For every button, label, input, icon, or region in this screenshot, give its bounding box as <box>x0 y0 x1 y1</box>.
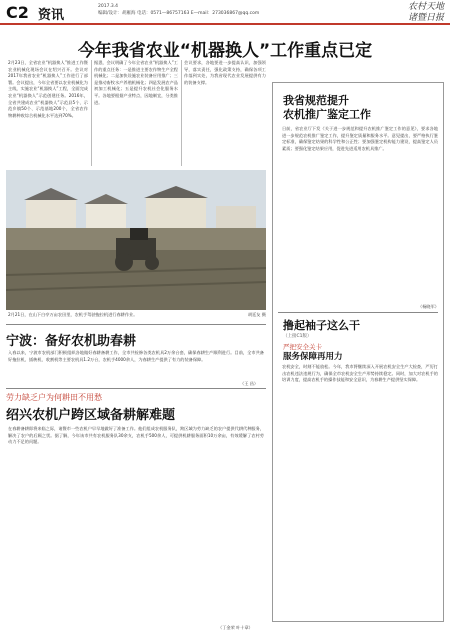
zhuji-headline: 绍兴农机户跨区域备耕解难题 <box>6 408 176 423</box>
section-name: 资讯 <box>38 8 65 23</box>
photo-illustration <box>6 170 266 310</box>
section-divider <box>6 388 266 389</box>
paper-name-line2: 诸暨日报 <box>407 13 444 23</box>
sidebar-story2-title: 撸起袖子这么干 <box>283 319 360 332</box>
sidebar-story2-deck: 服务保障再用力 <box>283 352 343 362</box>
column-rule <box>181 60 182 166</box>
ningbo-body: 入春以来，宁波市农机部门积极组织各地做好春耕备耕工作，全市共检修各类农机具2万余台套，确保春耕生产顺利进行。目前，全市共备好拖拉机、插秧机、收割机等主要农机具1.2万台，农机手4000余人，为春耕生产提供了有力的装备保障。 <box>8 350 264 362</box>
masthead-rule <box>0 23 450 25</box>
masthead <box>0 0 450 24</box>
photo-caption: 2月21日，在山下白亭万亩农田里，农机手驾驶拖拉机进行春耕作业。 <box>8 312 138 317</box>
zhuji-byline: （丁金荣 叶十章） <box>218 625 253 630</box>
lead-column-3: 会议要求，各地要进一步提高认识，加强领导，落实责任，强化政策支持，确保各项工作落到实处，为我省现代农业发展提供有力的装备支撑。 <box>184 60 266 85</box>
sidebar-body: 日前，省农业厅下发《关于进一步规范和提升农机推广鉴定工作的意见》，要求各地进一步规范农机推广鉴定工作，提升鉴定质量和服务水平。意见提出，要严格执行鉴定标准，确保鉴定结果的科学性和公正性；要加强鉴定机构能力建设，提高鉴定人员素质；要强化鉴定结果应用，促进先进适用农机具推广。 <box>282 126 438 151</box>
ningbo-byline: （王 昌） <box>240 381 259 386</box>
sidebar-story2-kicker: 严把安全关卡 <box>283 343 322 351</box>
ningbo-headline: 宁波：备好农机助春耕 <box>6 334 137 349</box>
photo-credit: 胡廷友 摄 <box>247 312 266 317</box>
page-code: C2 <box>6 3 29 22</box>
sidebar-story2-continuation: （上接C1版） <box>283 334 312 339</box>
section-divider <box>6 324 266 325</box>
sidebar-title <box>283 94 371 122</box>
paper-name-line1: 农村天地 <box>407 2 444 12</box>
editor-contact: 编辑/设计：胡雁海 电话：0571—86757163 E—mail：273036867@qq.com <box>98 11 260 16</box>
sidebar-title-line2: 农机推广鉴定工作 <box>283 108 371 121</box>
zhuji-body: 在春耕备耕即将来临之际，诸暨市一些农机户早早地做好了准备工作。他们组成农机服务队，跨区域为劳力缺乏的农户提供代耕代种服务，解决了农户的后顾之忧。据了解，今年该市共有农机服务队30余支，农机手500余人，可提供机耕服务面积10万余亩，有效缓解了农村劳动力不足的问题。 <box>8 426 264 445</box>
masthead-meta <box>98 3 259 17</box>
issue-date: 2017.3.4 <box>98 4 119 9</box>
zhuji-kicker: 劳力缺乏户为何耕田不用愁 <box>6 393 102 402</box>
sidebar-story2-body: 农机安全，时刻不能放松。今年，我市将继续深入开展农机安全生产大检查，严厉打击农机违法违规行为，确保全市农机安全生产形势持续稳定。同时，加大对农机手的培训力度，提高农机手的操作技能和安全意识，为春耕生产提供坚实保障。 <box>282 364 438 383</box>
paper-name <box>408 2 444 24</box>
sidebar-divider <box>278 312 438 313</box>
lead-column-1: 2月23日，全省农业“机器换人”推进工作暨农业机械化现场会议在绍兴召开。会议对2017年我省农业“机器换人”工作进行了部署。会议提出，今年全省要以农业机械化为主线，实施农业“机器换人”工程，全面完成农业“机器换人”示范创建任务。2016年，全省共建成农业“机器换人”示范县5个、示范乡镇50个、示范基地200个，全省农作物耕种收综合机械化水平达到70%。 <box>8 60 88 118</box>
sidebar-byline: （杨晓军） <box>418 304 439 309</box>
lead-headline: 今年我省农业“机器换人”工作重点已定 <box>77 41 373 61</box>
column-rule <box>91 60 92 166</box>
tractor-field-photo <box>6 170 266 310</box>
sidebar-title-line1: 我省规范提升 <box>283 94 349 107</box>
lead-column-2: 据悉，会议明确了今年全省农业“机器换人”工作的重点任务：一是推进主要农作物生产全程机械化；二是加快设施农业装备应用推广；三是推动畜牧水产养殖机械化；四是发展农产品初加工机械化；五是提升农机社会化服务水平。各地要根据产业特点，因地制宜，分类推进。 <box>94 60 178 105</box>
